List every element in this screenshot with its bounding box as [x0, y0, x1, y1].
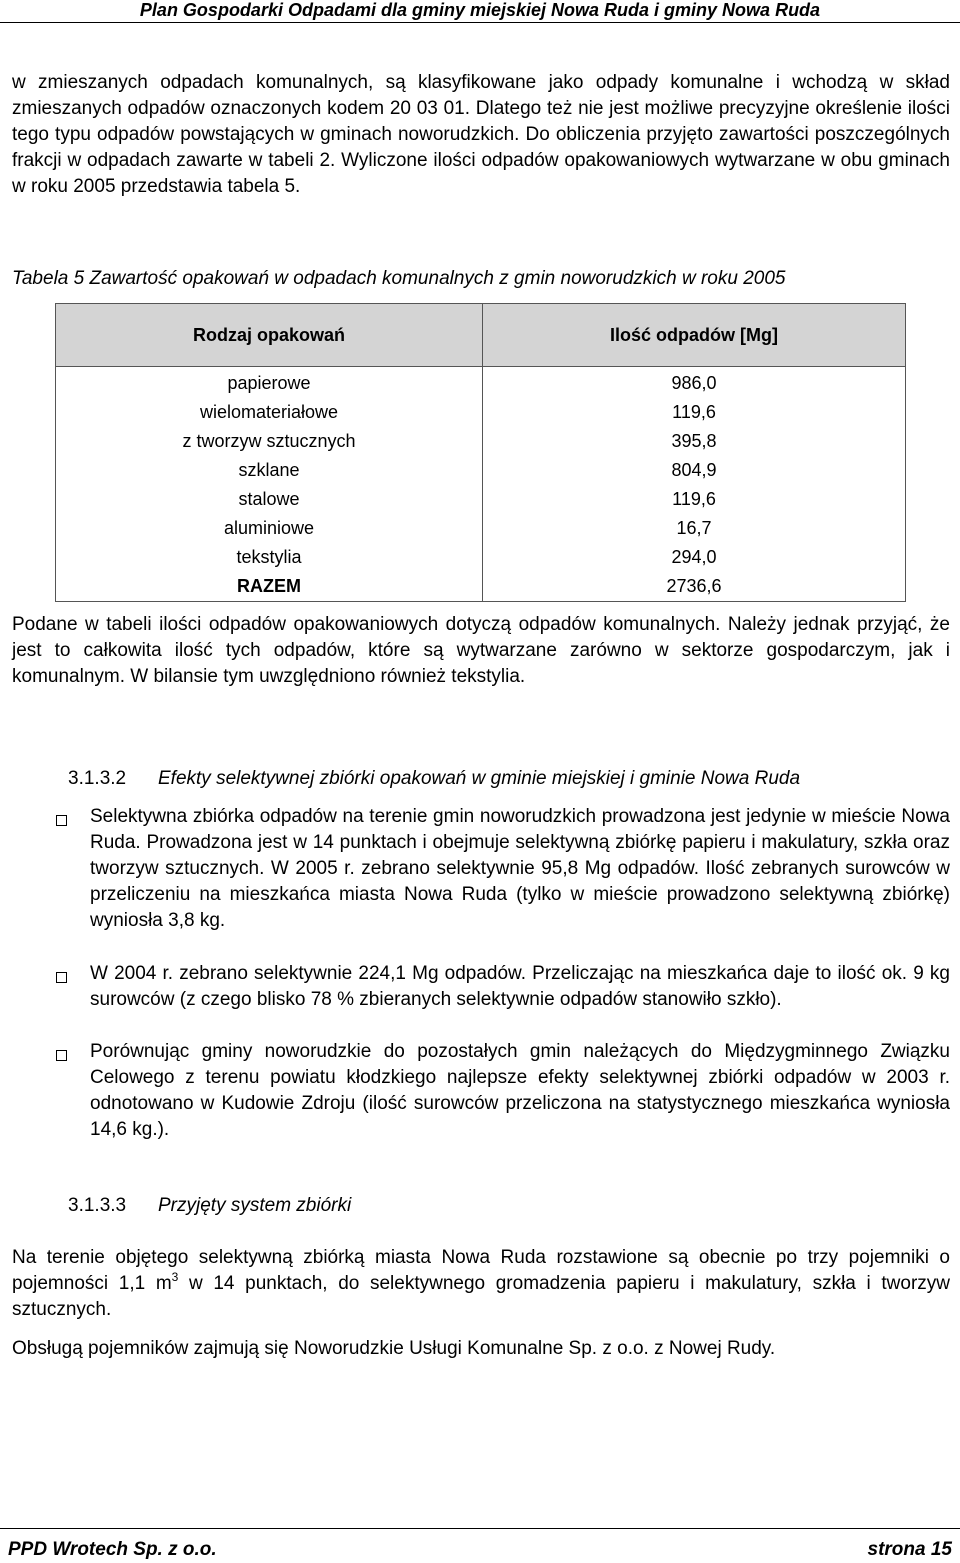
- superscript-exponent: 3: [171, 1270, 179, 1284]
- row-kind: szklane: [56, 456, 483, 485]
- column-header-kind: Rodzaj opakowań: [56, 304, 483, 367]
- footer-company: PPD Wrotech Sp. z o.o.: [8, 1539, 217, 1560]
- paragraph-text-start: Na terenie objętego selektywną zbiórką miasta Nowa Ruda rozstawione są obecnie po trzy pojemniki o pojemności 1,1 m: [12, 1247, 950, 1294]
- checkbox-bullet-icon: [56, 815, 67, 826]
- list-item: W 2004 r. zebrano selektywnie 224,1 Mg odpadów. Przeliczając na mieszkańca daje to ilość ok. 9 kg surowców (z czego blisko 78 % zbieranych selektywnie odpadów stanowiło szkło).: [90, 963, 950, 1010]
- collection-system-paragraph: [12, 1245, 950, 1323]
- row-kind: tekstylia: [56, 543, 483, 572]
- page-header-title: Plan Gospodarki Odpadami dla gminy miejskiej Nowa Ruda i gminy Nowa Ruda: [139, 0, 821, 20]
- table-row: [56, 427, 906, 456]
- table-row: [56, 543, 906, 572]
- section-heading-3132: [68, 766, 800, 792]
- row-amount: 294,0: [483, 543, 906, 572]
- table-row: [56, 485, 906, 514]
- row-kind: stalowe: [56, 485, 483, 514]
- row-amount: 119,6: [483, 398, 906, 427]
- table-caption: Tabela 5 Zawartość opakowań w odpadach komunalnych z gmin noworudzkich w roku 2005: [12, 268, 786, 289]
- row-amount: 395,8: [483, 427, 906, 456]
- packaging-table: [55, 303, 906, 602]
- row-kind: aluminiowe: [56, 514, 483, 543]
- checkbox-bullet-icon: [56, 972, 67, 983]
- list-item: Porównując gminy noworudzkie do pozostałych gmin należących do Międzygminnego Związku Celowego z terenu powiatu kłodzkiego najlepsze efekty selektywnej zbiórki odpadów w 2003 r. odnotowano w Kudowie Zdroju (ilość surowców przeliczona na statystycznego mieszkańca wyniosła 14,6 kg.).: [90, 1041, 950, 1140]
- table-note-paragraph: Podane w tabeli ilości odpadów opakowaniowych dotyczą odpadów komunalnych. Należy jednak przyjąć, że jest to całkowita ilość tych odpadów, które są wytwarzane zarówno w sektorze gospodarczym, jak i komunalnym. W bilansie tym uwzględniono również tekstylia.: [12, 614, 950, 687]
- row-amount: 986,0: [483, 369, 906, 398]
- table-total-row: [56, 572, 906, 602]
- column-header-amount: Ilość odpadów [Mg]: [483, 304, 906, 367]
- row-amount: 119,6: [483, 485, 906, 514]
- table-row: [56, 456, 906, 485]
- section-heading-3133: [68, 1193, 351, 1219]
- section-title: Przyjęty system zbiórki: [158, 1195, 352, 1216]
- operator-paragraph: Obsługą pojemników zajmują się Noworudzkie Usługi Komunalne Sp. z o.o. z Nowej Rudy.: [12, 1338, 776, 1359]
- checkbox-bullet-icon: [56, 1050, 67, 1061]
- header-divider: [0, 22, 960, 23]
- section-number: 3.1.3.3: [68, 1195, 127, 1216]
- row-kind: RAZEM: [56, 572, 483, 602]
- footer-divider: [0, 1528, 960, 1529]
- table-row: [56, 398, 906, 427]
- row-kind: z tworzyw sztucznych: [56, 427, 483, 456]
- section-title: Efekty selektywnej zbiórki opakowań w gminie miejskiej i gminie Nowa Ruda: [158, 768, 801, 789]
- table-row: [56, 514, 906, 543]
- row-amount: 2736,6: [483, 572, 906, 602]
- section-number: 3.1.3.2: [68, 768, 127, 789]
- row-amount: 16,7: [483, 514, 906, 543]
- row-kind: wielomateriałowe: [56, 398, 483, 427]
- table-row: [56, 369, 906, 398]
- footer-page-number: strona 15: [867, 1539, 952, 1560]
- row-kind: papierowe: [56, 369, 483, 398]
- intro-paragraph: w zmieszanych odpadach komunalnych, są klasyfikowane jako odpady komunalne i wchodzą w skład zmieszanych odpadów oznaczonych kodem 20 03 01. Dlatego też nie jest możliwe precyzyjne określenie ilości tego typu odpadów powstających w gminach noworudzkich. Do obliczenia przyjęto zawartości poszczególnych frakcji w odpadach zawarte w tabeli 2. Wyliczone ilości odpadów opakowaniowych wytwarzane w obu gminach w roku 2005 przedstawia tabela 5.: [12, 72, 950, 197]
- row-amount: 804,9: [483, 456, 906, 485]
- paragraph-text-end: w 14 punktach, do selektywnego gromadzenia papieru i makulatury, szkła i tworzyw sztucznych.: [12, 1273, 951, 1320]
- list-item: Selektywna zbiórka odpadów na terenie gmin noworudzkich prowadzona jest jedynie w mieście Nowa Ruda. Prowadzona jest w 14 punktach i obejmuje selektywną zbiórkę papieru i makulatury, szkła oraz tworzyw sztucznych. W 2005 r. zebrano selektywnie 95,8 Mg odpadów. Ilość zebranych surowców w przeliczeniu na mieszkańca miasta Nowa Ruda (tylko w mieście prowadzono selektywną zbiórkę) wyniosła 3,8 kg.: [90, 806, 950, 931]
